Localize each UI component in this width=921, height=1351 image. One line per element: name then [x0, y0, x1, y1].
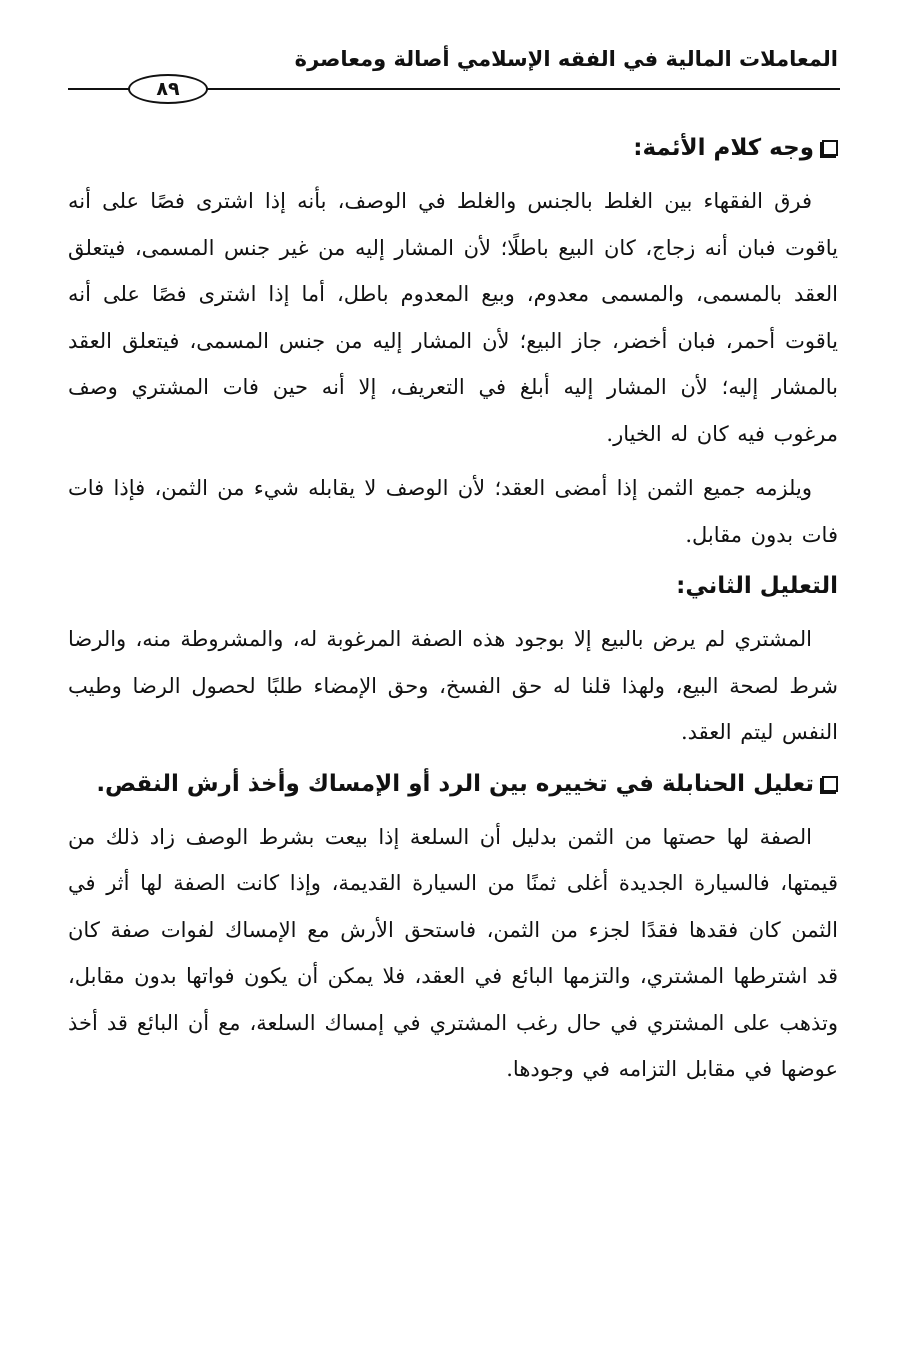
page-content [68, 120, 838, 1101]
paragraph: ويلزمه جميع الثمن إذا أمضى العقد؛ لأن الوصف لا يقابله شيء من الثمن، فإذا فات فات بدون مقابل. [68, 476, 838, 547]
paragraph: الصفة لها حصتها من الثمن بدليل أن السلعة إذا بيعت بشرط الوصف زاد ذلك من قيمتها، فالسيارة الجديدة أغلى ثمنًا من السيارة القديمة، وإذا كانت الصفة لها أثر في الثمن كان فقدها فقدًا لجزء من الثمن، فاستحق الأرش مع الإمساك لفوات صفة كان قد اشترطها المشتري، والتزمها البائع في العقد، فلا يمكن أن يكون فواتها بدون مقابل، وتذهب على المشتري في حال رغب المشتري في إمساك السلعة، مع أن البائع قد أخذ عوضها في مقابل التزامه في وجودها. [68, 824, 838, 1081]
section-heading-text: وجه كلام الأئمة: [633, 135, 814, 161]
checkbox-bullet-icon [822, 776, 838, 792]
paragraph: المشتري لم يرض بالبيع إلا بوجود هذه الصفة المرغوبة له، والمشروطة منه، والرضا شرط لصحة البيع، ولهذا قلنا له حق الفسخ، وحق الإمضاء طلبًا لحصول الرضا وطيب النفس ليتم العقد. [68, 627, 838, 744]
section-heading-text: تعليل الحنابلة في تخييره بين الرد أو الإمساك وأخذ أرش النقص. [96, 770, 814, 797]
running-title: المعاملات المالية في الفقه الإسلامي أصالة ومعاصرة [294, 47, 838, 71]
section-heading-text: التعليل الثاني: [676, 573, 838, 599]
section-heading-hanbali-reason [68, 764, 838, 804]
page-number: ٨٩ [128, 74, 208, 104]
paragraph: فرق الفقهاء بين الغلط بالجنس والغلط في الوصف، بأنه إذا اشترى فصًا على أنه ياقوت فبان أنه زجاج، كان البيع باطلًا؛ لأن المشار إليه من غير جنس المسمى، فيتعلق العقد بالمسمى، والمسمى معدوم، وبيع المعدوم باطل، أما إذا اشترى فصًا على أنه ياقوت أحمر، فبان أخضر، جاز البيع؛ لأن المشار إليه من جنس المسمى، فيتعلق العقد بالمشار إليه؛ لأن المشار إليه أبلغ في التعريف، إلا أنه حين فات المشتري وصف مرغوب فيه كان له الخيار. [68, 189, 838, 446]
section-heading-second-reason [68, 566, 838, 606]
section-heading-imams-view [68, 128, 838, 168]
checkbox-bullet-icon [822, 140, 838, 156]
